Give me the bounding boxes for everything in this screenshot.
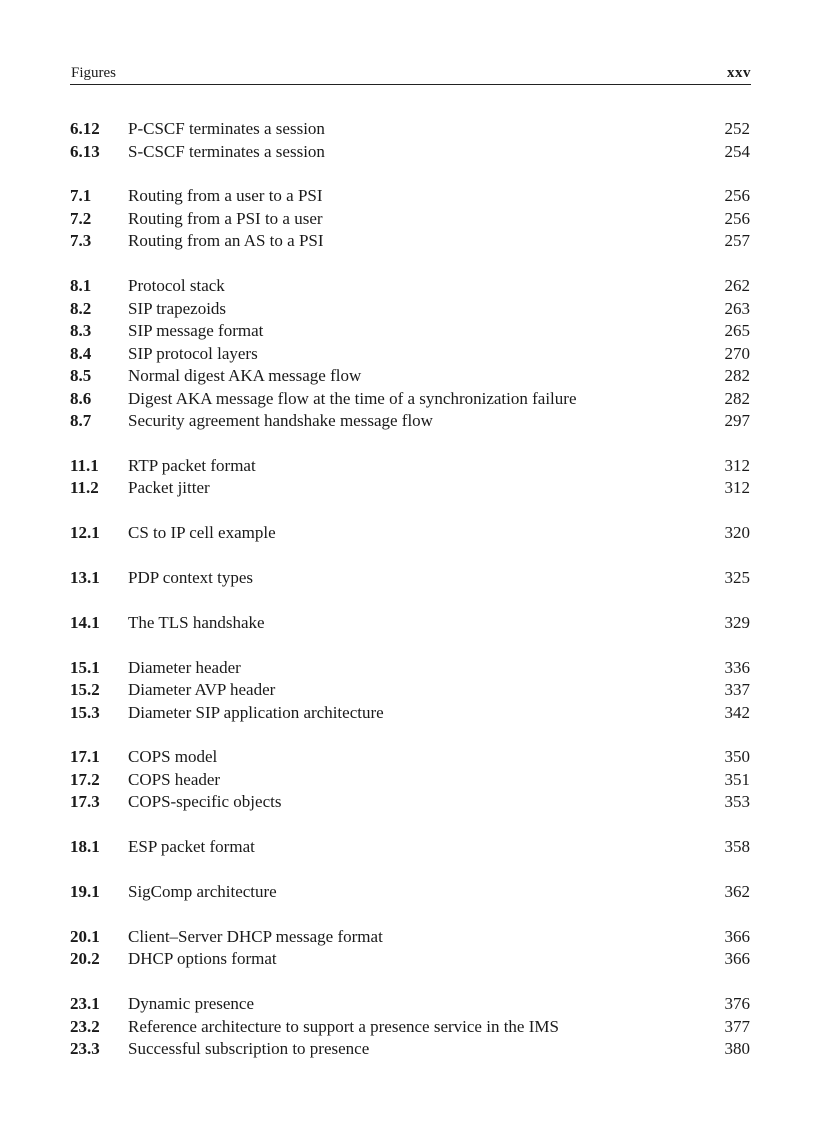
figure-title: Digest AKA message flow at the time of a synchronization failure	[128, 388, 577, 408]
figure-number: 23.2	[70, 1016, 100, 1036]
figure-number: 17.1	[70, 747, 100, 767]
figure-title: Routing from a user to a PSI	[128, 186, 323, 206]
figure-page: 366	[724, 949, 750, 969]
figure-group	[70, 746, 751, 814]
figure-entry	[70, 836, 751, 859]
figure-number: 11.1	[70, 455, 99, 475]
figure-number: 20.2	[70, 949, 100, 969]
figure-page: 366	[724, 926, 750, 946]
figure-number: 8.1	[70, 276, 92, 296]
figure-page: 256	[724, 208, 750, 228]
running-head-section: Figures	[71, 65, 116, 81]
figure-group	[70, 567, 751, 590]
figure-entry	[70, 746, 751, 769]
figure-entry	[70, 679, 751, 702]
figure-title: RTP packet format	[128, 455, 256, 475]
figure-entry	[70, 208, 751, 231]
figure-page: 262	[724, 276, 750, 296]
figure-entry	[70, 298, 751, 321]
figure-page: 265	[724, 321, 750, 341]
figure-group	[70, 612, 751, 635]
figure-page: 282	[724, 388, 750, 408]
figure-page: 256	[724, 186, 750, 206]
figure-title: SIP protocol layers	[128, 343, 258, 363]
figure-group	[70, 455, 751, 500]
figure-group	[70, 657, 751, 725]
figure-entry	[70, 657, 751, 680]
figure-number: 7.1	[70, 186, 92, 206]
figure-number: 6.13	[70, 141, 100, 161]
figure-entry	[70, 791, 751, 814]
figure-title: Security agreement handshake message flow	[128, 411, 433, 431]
figure-title: Dynamic presence	[128, 994, 255, 1014]
figure-title: Protocol stack	[128, 276, 225, 296]
figure-title: ESP packet format	[128, 837, 255, 857]
figure-entry	[70, 455, 751, 478]
figure-page: 358	[724, 837, 750, 857]
figure-entry	[70, 948, 751, 971]
figure-title: S-CSCF terminates a session	[128, 141, 325, 161]
figure-entry	[70, 522, 751, 545]
figure-page: 380	[724, 1039, 750, 1059]
figure-number: 6.12	[70, 119, 100, 138]
figure-entry	[70, 320, 751, 343]
figure-page: 353	[724, 792, 750, 812]
figure-page: 282	[724, 366, 750, 386]
figure-number: 18.1	[70, 837, 100, 857]
figure-number: 8.7	[70, 411, 92, 431]
figure-entry	[70, 477, 751, 500]
figure-group	[70, 881, 751, 904]
figure-entry	[70, 388, 751, 411]
figure-page: 312	[724, 455, 750, 475]
figure-title: Successful subscription to presence	[128, 1039, 370, 1059]
figure-group	[70, 993, 751, 1061]
figure-title: Reference architecture to support a presence service in the IMS	[128, 1016, 559, 1036]
figure-title: Packet jitter	[128, 478, 210, 498]
figure-number: 8.6	[70, 388, 92, 408]
figure-page: 362	[724, 881, 750, 901]
figure-group	[70, 836, 751, 859]
figure-entry	[70, 926, 751, 949]
figure-page: 257	[724, 231, 750, 251]
figure-page: 329	[724, 612, 750, 632]
figure-group	[70, 522, 751, 545]
list-of-figures	[70, 118, 751, 1083]
figure-page: 252	[724, 119, 750, 138]
figure-title: SigComp architecture	[128, 881, 277, 901]
figure-number: 15.3	[70, 702, 100, 722]
figure-title: Diameter AVP header	[128, 680, 276, 700]
figure-entry	[70, 343, 751, 366]
figure-entry	[70, 118, 751, 141]
running-head	[70, 62, 751, 85]
figure-page: 337	[724, 680, 750, 700]
figure-page: 342	[724, 702, 750, 722]
figure-number: 8.2	[70, 298, 92, 318]
figure-number: 8.3	[70, 321, 92, 341]
figure-entry	[70, 141, 751, 164]
figure-number: 15.1	[70, 657, 100, 677]
figure-entry	[70, 230, 751, 253]
figure-number: 19.1	[70, 881, 100, 901]
figure-title: SIP trapezoids	[128, 298, 227, 318]
figure-group	[70, 275, 751, 433]
figure-title: Diameter SIP application architecture	[128, 702, 384, 722]
figure-page: 376	[724, 994, 750, 1014]
figure-entry	[70, 410, 751, 433]
figure-entry	[70, 1016, 751, 1039]
figure-title: Routing from a PSI to a user	[128, 208, 323, 228]
figure-entry	[70, 365, 751, 388]
figure-page: 263	[724, 298, 750, 318]
figure-page: 351	[724, 769, 750, 789]
figure-number: 15.2	[70, 680, 100, 700]
figure-title: Diameter header	[128, 657, 241, 677]
figure-entry	[70, 612, 751, 635]
figure-page: 350	[724, 747, 750, 767]
figure-title: COPS model	[128, 747, 218, 767]
figure-entry	[70, 185, 751, 208]
page-folio: xxv	[727, 65, 751, 81]
figure-title: The TLS handshake	[128, 612, 265, 632]
figure-group	[70, 185, 751, 253]
figure-number: 17.2	[70, 769, 100, 789]
figure-number: 13.1	[70, 567, 100, 587]
figure-page: 336	[724, 657, 750, 677]
figure-title: PDP context types	[128, 567, 253, 587]
figure-entry	[70, 1038, 751, 1061]
figure-page: 297	[724, 411, 750, 431]
figure-number: 23.1	[70, 994, 100, 1014]
figure-page: 320	[724, 523, 750, 543]
figure-number: 12.1	[70, 523, 100, 543]
figure-number: 7.3	[70, 231, 92, 251]
figure-number: 8.4	[70, 343, 92, 363]
figure-entry	[70, 275, 751, 298]
figure-entry	[70, 567, 751, 590]
figure-number: 23.3	[70, 1039, 100, 1059]
figure-number: 11.2	[70, 478, 99, 498]
page	[70, 0, 751, 1123]
figure-title: COPS header	[128, 769, 221, 789]
figure-number: 20.1	[70, 926, 100, 946]
figure-entry	[70, 769, 751, 792]
figure-group	[70, 926, 751, 971]
figure-page: 254	[724, 141, 750, 161]
figure-entry	[70, 993, 751, 1016]
figure-title: Routing from an AS to a PSI	[128, 231, 324, 251]
figure-title: P-CSCF terminates a session	[128, 119, 325, 138]
figure-page: 377	[724, 1016, 750, 1036]
figure-title: DHCP options format	[128, 949, 277, 969]
figure-title: SIP message format	[128, 321, 264, 341]
figure-entry	[70, 881, 751, 904]
figure-page: 312	[724, 478, 750, 498]
figure-group	[70, 118, 751, 163]
figure-page: 325	[724, 567, 750, 587]
figure-title: CS to IP cell example	[128, 523, 276, 543]
figure-page: 270	[724, 343, 750, 363]
figure-number: 14.1	[70, 612, 100, 632]
figure-number: 17.3	[70, 792, 100, 812]
figure-number: 8.5	[70, 366, 92, 386]
figure-title: Normal digest AKA message flow	[128, 366, 362, 386]
figure-entry	[70, 702, 751, 725]
figure-title: Client–Server DHCP message format	[128, 926, 383, 946]
figure-title: COPS-specific objects	[128, 792, 282, 812]
figure-number: 7.2	[70, 208, 92, 228]
